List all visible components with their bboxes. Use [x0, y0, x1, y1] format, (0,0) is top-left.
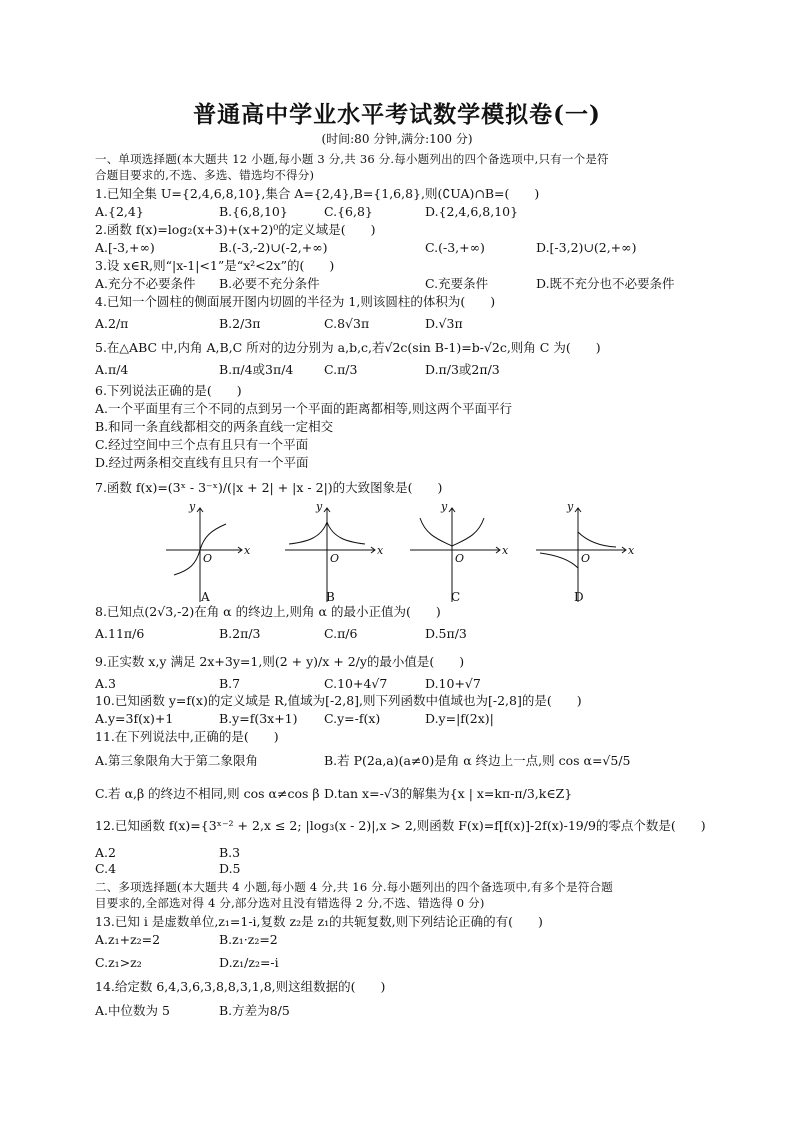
q12-stem: 12.已知函数 f(x)={3ˣ⁻² + 2,x ≤ 2; |log₃(x - 2)|,x > 2,则函数 F(x)=f[f(x)]-2f(x)-19/9的零点个数是( )	[95, 818, 706, 833]
q3-option-d: D.既不充分也不必要条件	[536, 276, 675, 291]
q7-graph-d-origin: O	[581, 552, 591, 565]
q11-option-a: A.第三象限角大于第二象限角	[95, 753, 259, 768]
q9-stem: 9.正实数 x,y 满足 2x+3y=1,则(2 + y)/x + 2/y的最小值是( )	[95, 654, 465, 669]
q12-option-d: D.5	[219, 861, 241, 876]
q10-option-d: D.y=|f(2x)|	[425, 711, 494, 726]
q10-stem: 10.已知函数 y=f(x)的定义域是 R,值域为[-2,8],则下列函数中值域也为[-2,8]的是( )	[95, 693, 582, 708]
q7-graph-options	[160, 500, 640, 610]
q5-options	[95, 362, 705, 378]
q11-options-row2	[95, 786, 705, 802]
section2-instructions-line1: 二、多项选择题(本大题共 4 小题,每小题 4 分,共 16 分.每小题列出的四个备选项中,有多个是符合题	[95, 880, 613, 894]
q3-option-a: A.充分不必要条件	[95, 276, 196, 291]
q6-stem: 6.下列说法正确的是( )	[95, 383, 242, 398]
q11-option-d: D.tan x=-√3的解集为{x | x=kπ-π/3,k∈Z}	[324, 786, 573, 801]
q12-option-a: A.2	[95, 845, 116, 860]
q11-option-c: C.若 α,β 的终边不相同,则 cos α≠cos β	[95, 786, 320, 801]
q1-stem: 1.已知全集 U={2,4,6,8,10},集合 A={2,4},B={1,6,8},则(∁UA)∩B=( )	[95, 186, 540, 201]
q8-stem: 8.已知点(2√3,-2)在角 α 的终边上,则角 α 的最小正值为( )	[95, 604, 441, 619]
q4-option-d: D.√3π	[425, 316, 463, 331]
q6-option-a: A.一个平面里有三个不同的点到另一个平面的距离都相等,则这两个平面平行	[95, 401, 512, 416]
section1-instructions-line2: 合题目要求的,不选、多选、错选均不得分)	[95, 168, 315, 182]
q3-option-b: B.必要不充分条件	[219, 276, 320, 291]
q7-graph-b-y-label: y	[316, 500, 323, 513]
q7-graph-c-x-label: x	[502, 544, 509, 557]
q7-graph-a-y-label: y	[189, 500, 196, 513]
q8-option-d: D.5π/3	[425, 626, 467, 641]
q2-stem: 2.函数 f(x)=log₂(x+3)+(x+2)⁰的定义域是( )	[95, 222, 376, 237]
q4-stem: 4.已知一个圆柱的侧面展开图内切圆的半径为 1,则该圆柱的体积为( )	[95, 294, 496, 309]
section2-instructions-line2: 目要求的,全部选对得 4 分,部分选对且没有错选得 2 分,不选、错选得 0 分)	[95, 896, 485, 910]
q8-option-a: A.11π/6	[95, 626, 145, 641]
q13-option-c: C.z₁>z₂	[95, 955, 142, 970]
q7-graph-d-y-label: y	[567, 500, 574, 513]
q14-option-a: A.中位数为 5	[95, 1003, 170, 1018]
q13-option-a: A.z₁+z₂=2	[95, 932, 161, 947]
q1-options	[95, 204, 705, 220]
q7-graph-b-origin: O	[330, 552, 340, 565]
q7-stem: 7.函数 f(x)=(3ˣ - 3⁻ˣ)/(|x + 2| + |x - 2|)的大致图象是( )	[95, 480, 443, 495]
q8-options	[95, 626, 705, 642]
q7-graph-d-x-label: x	[628, 544, 635, 557]
q2-options	[95, 240, 705, 256]
q12-option-c: C.4	[95, 861, 117, 876]
q9-option-a: A.3	[95, 676, 116, 691]
q13-option-b: B.z₁·z₂=2	[219, 932, 278, 947]
q6-option-d: D.经过两条相交直线有且只有一个平面	[95, 455, 309, 470]
q1-option-d: D.{2,4,6,8,10}	[425, 204, 519, 219]
q3-options	[95, 276, 705, 292]
q13-option-d: D.z₁/z₂=-i	[219, 955, 279, 970]
q11-stem: 11.在下列说法中,正确的是( )	[95, 729, 279, 744]
q6-option-c: C.经过空间中三个点有且只有一个平面	[95, 437, 309, 452]
q5-option-c: C.π/3	[324, 362, 358, 377]
q13-options-row2	[95, 955, 705, 971]
q4-option-c: C.8√3π	[324, 316, 370, 331]
q7-graph-c-y-label: y	[441, 500, 448, 513]
q14-option-b: B.方差为8/5	[219, 1003, 290, 1018]
q3-option-c: C.充要条件	[425, 276, 489, 291]
q7-graph-a-origin: O	[203, 552, 213, 565]
q2-option-d: D.[-3,2)∪(2,+∞)	[536, 240, 637, 255]
q1-option-c: C.{6,8}	[324, 204, 373, 219]
exam-subtitle: (时间:80 分钟,满分:100 分)	[321, 132, 473, 146]
q12-options-row1	[95, 845, 705, 861]
q13-stem: 13.已知 i 是虚数单位,z₁=1-i,复数 z₂是 z₁的共轭复数,则下列结论正确的有( )	[95, 914, 543, 929]
q7-graph-a	[166, 500, 251, 602]
q5-option-b: B.π/4或3π/4	[219, 362, 294, 377]
q3-stem: 3.设 x∈R,则“|x-1|<1”是“x²<2x”的( )	[95, 258, 335, 273]
q7-label-a: A	[201, 590, 210, 604]
q11-options-row1	[95, 753, 705, 769]
q9-option-c: C.10+4√7	[324, 676, 388, 691]
q8-option-c: C.π/6	[324, 626, 358, 641]
q7-label-c: C	[451, 590, 461, 604]
q7-graph-d	[536, 500, 635, 602]
q9-option-d: D.10+√7	[425, 676, 481, 691]
q1-option-b: B.{6,8,10}	[219, 204, 288, 219]
q12-option-b: B.3	[219, 845, 241, 860]
q1-option-a: A.{2,4}	[95, 204, 144, 219]
q7-graph-b	[285, 500, 384, 602]
q13-options-row1	[95, 932, 705, 948]
q7-graph-a-x-label: x	[244, 544, 251, 557]
q4-options	[95, 316, 705, 332]
q7-graph-c-origin: O	[455, 552, 465, 565]
q5-stem: 5.在△ABC 中,内角 A,B,C 所对的边分别为 a,b,c,若√2c(sin B-1)=b-√2c,则角 C 为( )	[95, 340, 601, 355]
q14-options	[95, 1003, 705, 1019]
q7-label-d: D	[574, 590, 584, 604]
q5-option-a: A.π/4	[95, 362, 129, 377]
q2-option-b: B.(-3,-2)∪(-2,+∞)	[219, 240, 328, 255]
q14-stem: 14.给定数 6,4,3,6,3,8,8,3,1,8,则这组数据的( )	[95, 979, 386, 994]
section1-instructions-line1: 一、单项选择题(本大题共 12 小题,每小题 3 分,共 36 分.每小题列出的四个备选项中,只有一个是符	[95, 152, 609, 166]
q9-option-b: B.7	[219, 676, 241, 691]
q7-graph-b-x-label: x	[377, 544, 384, 557]
q12-options-row2	[95, 861, 705, 877]
q8-option-b: B.2π/3	[219, 626, 261, 641]
q5-option-d: D.π/3或2π/3	[425, 362, 500, 377]
q9-options	[95, 676, 705, 692]
q6-option-b: B.和同一条直线都相交的两条直线一定相交	[95, 419, 334, 434]
q2-option-c: C.(-3,+∞)	[425, 240, 485, 255]
q4-option-b: B.2/3π	[219, 316, 261, 331]
q7-graph-c	[410, 500, 509, 602]
q4-option-a: A.2/π	[95, 316, 129, 331]
q10-option-c: C.y=-f(x)	[324, 711, 381, 726]
q10-option-b: B.y=f(3x+1)	[219, 711, 298, 726]
exam-title: 普通高中学业水平考试数学模拟卷(一)	[193, 101, 601, 128]
q2-option-a: A.[-3,+∞)	[95, 240, 155, 255]
q10-options	[95, 711, 705, 727]
q7-label-b: B	[326, 590, 335, 604]
q10-option-a: A.y=3f(x)+1	[95, 711, 174, 726]
q11-option-b: B.若 P(2a,a)(a≠0)是角 α 终边上一点,则 cos α=√5/5	[324, 753, 631, 768]
